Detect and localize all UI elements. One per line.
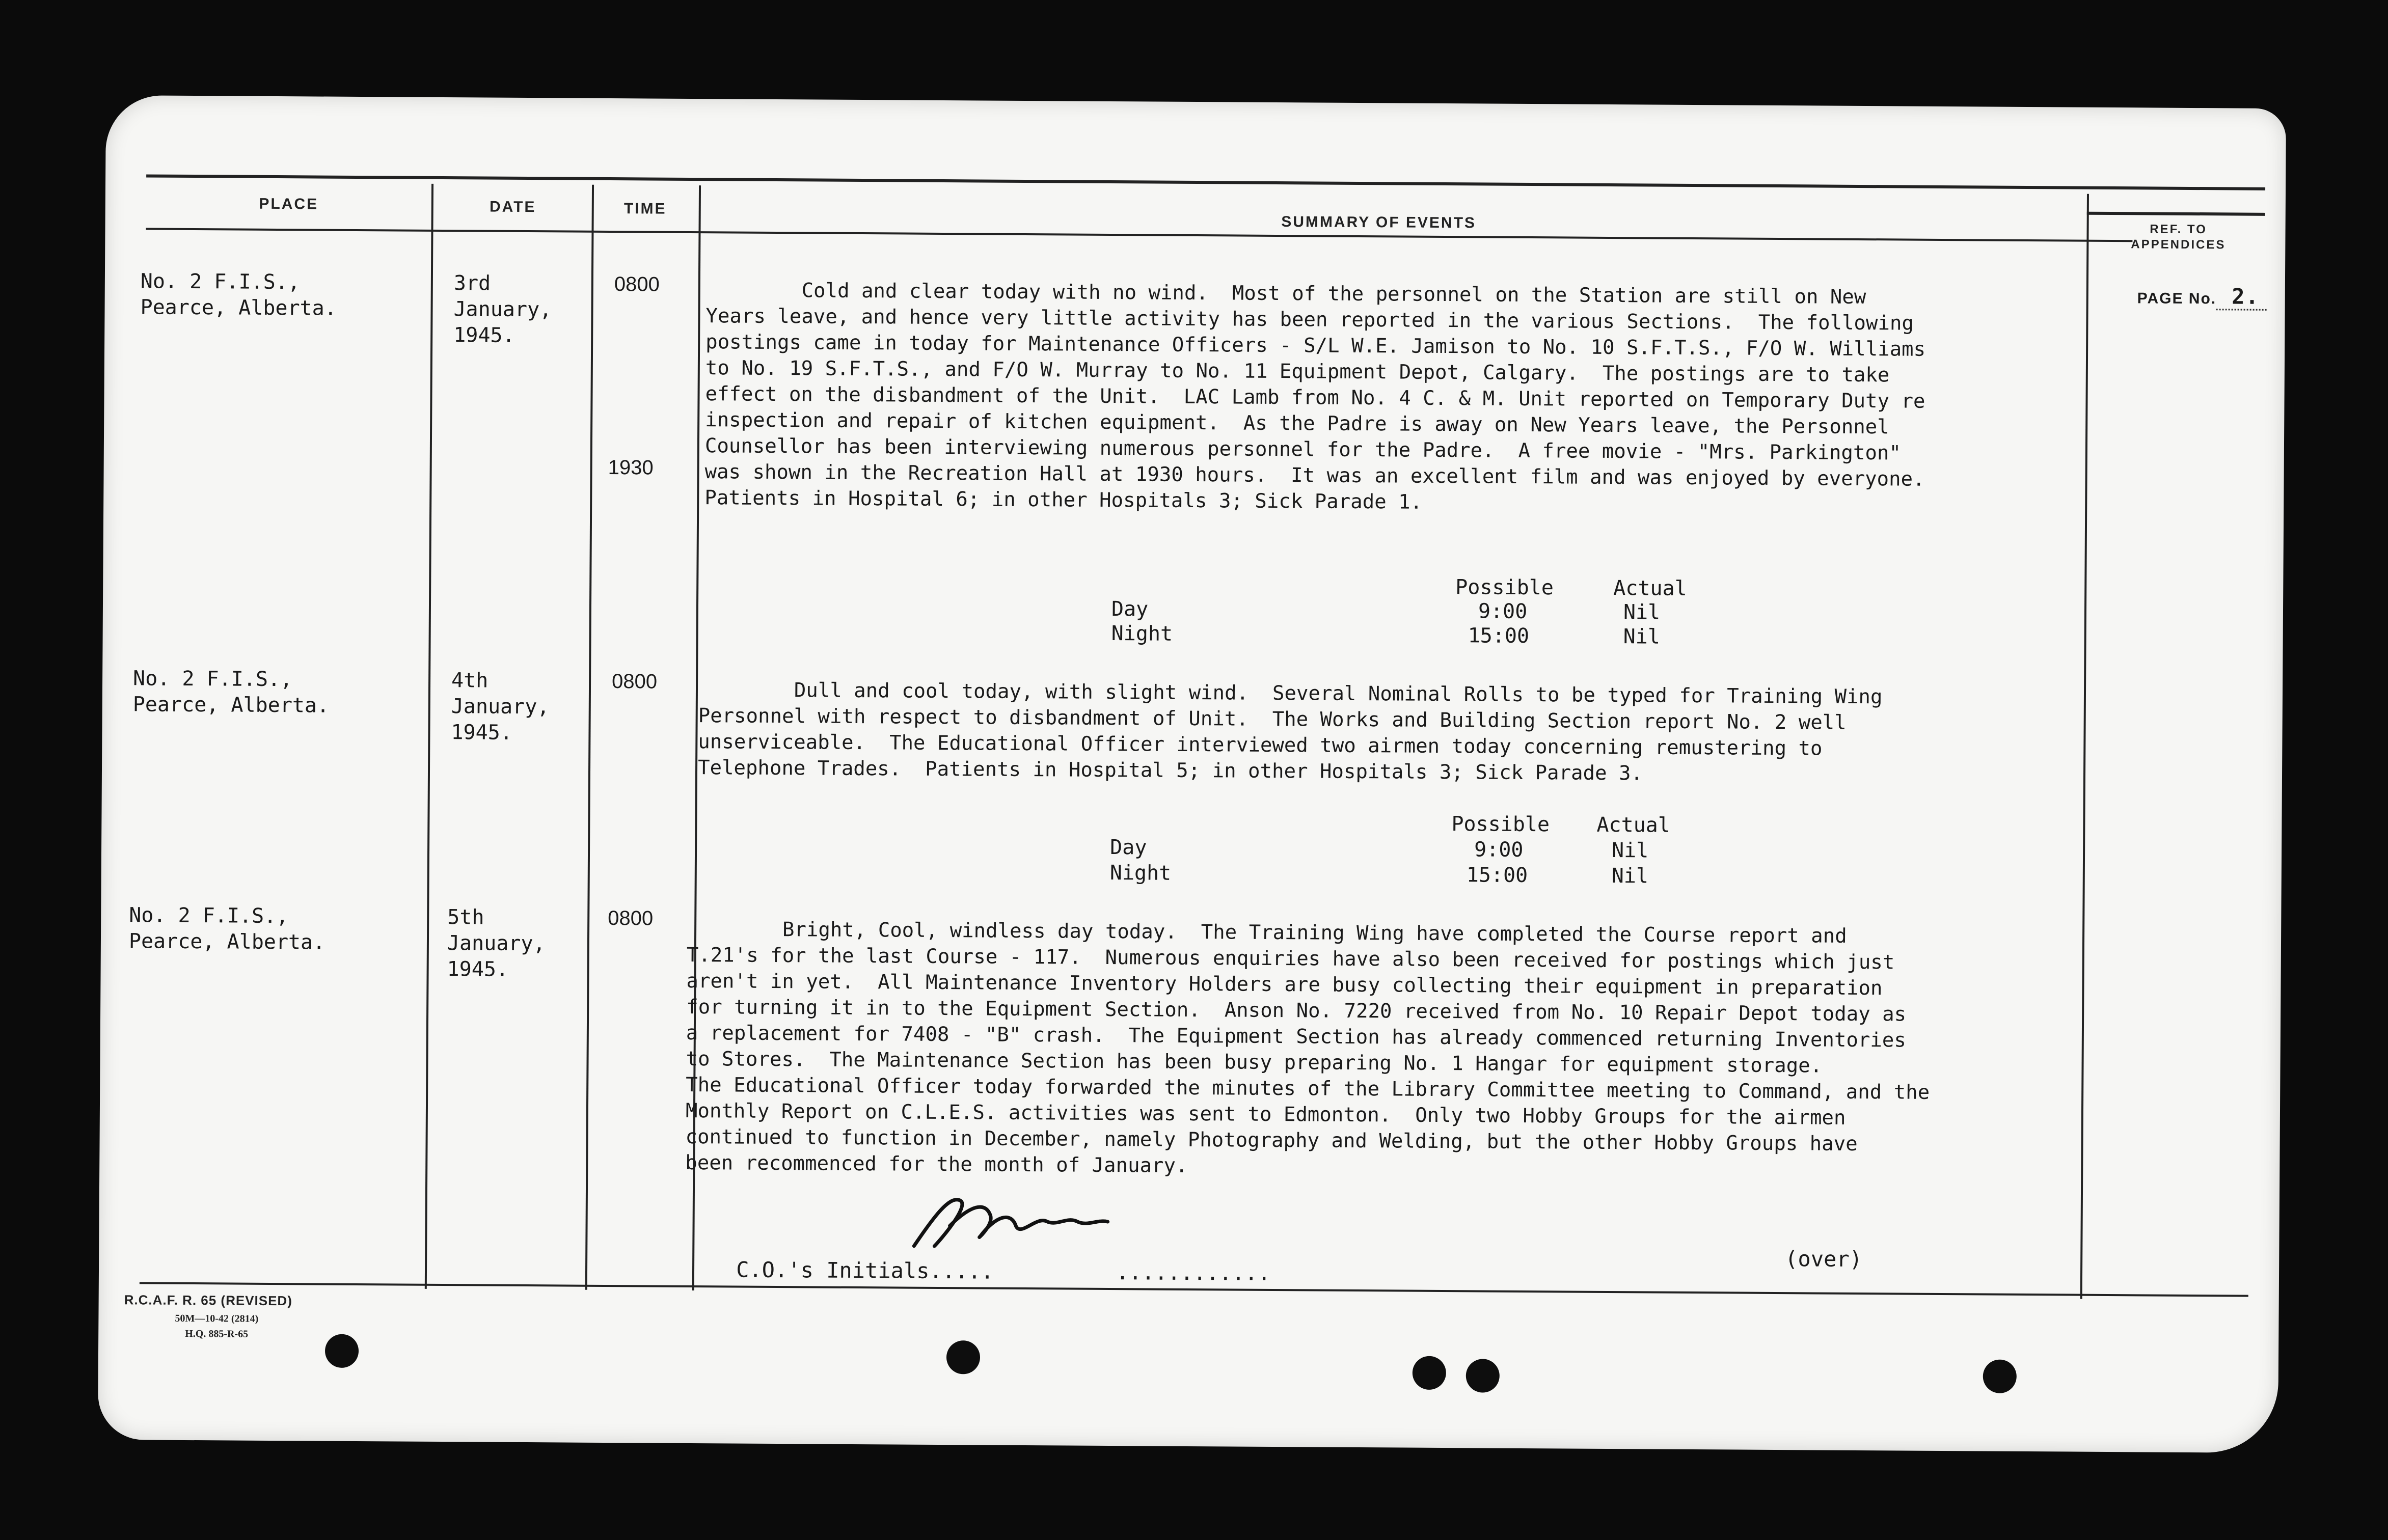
entry-2-night-actual: Nil: [1611, 864, 1649, 888]
form-sheet: [98, 95, 2286, 1453]
punch-hole: [325, 1334, 359, 1368]
entry-3-date: 5th January, 1945.: [447, 905, 546, 981]
entry-2-day-actual: Nil: [1611, 839, 1649, 863]
entry-2-day-possible: 9:00: [1474, 838, 1524, 862]
entry-3-time-1: 0800: [608, 907, 654, 930]
over-note: (over): [1785, 1246, 1863, 1272]
form-number: R.C.A.F. R. 65 (REVISED): [124, 1292, 293, 1309]
time-header: TIME: [623, 200, 667, 217]
entry-2-possible-label: Possible: [1451, 812, 1550, 837]
entry-1-place: No. 2 F.I.S., Pearce, Alberta.: [140, 269, 337, 320]
entry-1-summary: Cold and clear today with no wind. Most of the personnel on the Station are still on New Years leave, and hence very little activity has been reported in the various Sections. The following postings came in today for Maintenance Officers - S/L W.E. Jamison to No. 10 S.F.T.S., F/O W. Williams to No. 19 S.F.T.S., and F/O W. Murray to No. 11 Equipment Depot, Calgary. The postings are to take effect on the disbandment of the Unit. LAC Lamb from No. 4 C. & M. Unit reported on Temporary Duty re inspection and repair of kitchen equipment. As the Padre is away on New Years leave, the Personnel Counsellor has been interviewing numerous personnel for the Padre. A free movie - "Mrs. Parkington" was shown in the Recreation Hall at 1930 hours. It was an excellent film and was enjoyed by everyone. Patients in Hospital 6; in other Hospitals 3; Sick Parade 1.: [704, 279, 1926, 514]
punch-hole: [1466, 1359, 1500, 1392]
entry-2-night-possible: 15:00: [1466, 863, 1528, 888]
page-number-value: 2.: [2216, 284, 2267, 311]
entry-1-actual-label: Actual: [1613, 576, 1687, 600]
entry-2-night-label: Night: [1109, 861, 1172, 885]
header-rule-right: [2087, 212, 2265, 216]
top-rule: [146, 174, 2265, 190]
entry-2-place: No. 2 F.I.S., Pearce, Alberta.: [132, 667, 330, 718]
place-header: PLACE: [259, 195, 319, 213]
summary-header: SUMMARY OF EVENTS: [1281, 213, 1477, 232]
page-number-label: PAGE No.: [2137, 290, 2217, 308]
punch-hole: [946, 1340, 980, 1374]
entry-3-place: No. 2 F.I.S., Pearce, Alberta.: [128, 903, 325, 954]
header-bottom-rule: [146, 228, 2132, 242]
ref-header-2: APPENDICES: [2131, 237, 2226, 252]
page-number: [2137, 283, 2267, 309]
entry-1-time-2: 1930: [608, 456, 654, 479]
entry-2-summary: Dull and cool today, with slight wind. Several Nominal Rolls to be typed for Training Wing Personnel with respect to disbandment of Unit. The Works and Building Section report No. 2 well unserviceable. The Educational Officer interviewed two airmen today concerning remustering to Telephone Trades. Patients in Hospital 5; in other Hospitals 3; Sick Parade 3.: [697, 678, 1883, 785]
entry-1-date: 3rd January, 1945.: [453, 271, 552, 347]
col-rule-4: [2080, 194, 2089, 1299]
co-initials-label: C.O.'s Initials.....: [736, 1257, 994, 1284]
entry-1-time-1: 0800: [614, 273, 660, 296]
entry-1-night-label: Night: [1111, 622, 1173, 646]
entry-1-day-label: Day: [1111, 597, 1149, 621]
ref-header-1: REF. TO: [2150, 222, 2207, 237]
entry-2-time-1: 0800: [611, 670, 658, 693]
entry-2-day-label: Day: [1109, 836, 1147, 860]
signature: [904, 1185, 1118, 1258]
entry-2-actual-label: Actual: [1596, 813, 1671, 837]
entry-1-possible-label: Possible: [1455, 575, 1554, 600]
col-rule-1: [425, 184, 433, 1289]
form-hq-code: H.Q. 885-R-65: [185, 1328, 249, 1340]
form-print-code: 50M—10-42 (2814): [175, 1312, 259, 1325]
date-header: DATE: [489, 198, 536, 216]
punch-hole: [1413, 1356, 1446, 1390]
entry-1-night-possible: 15:00: [1468, 624, 1530, 648]
entry-1-day-possible: 9:00: [1478, 599, 1528, 624]
entry-1-day-actual: Nil: [1623, 600, 1661, 624]
entry-3-summary: Bright, Cool, windless day today. The Training Wing have completed the Course report and T.21's for the last Course - 117. Numerous enquiries have also been received for postings which just aren't in yet. All Maintenance Inventory Holders are busy collecting their equipment in preparation for turning it in to the Equipment Section. Anson No. 7220 received from No. 10 Repair Depot today as a replacement for 7408 - "B" crash. The Equipment Section has already commenced returning Inventories to Stores. The Maintenance Section has been busy preparing No. 1 Hangar for equipment storage. The Educational Officer today forwarded the minutes of the Library Committee meeting to Command, and the Monthly Report on C.L.E.S. activities was sent to Edmonton. Only two Hobby Groups for the airmen continued to function in December, namely Photography and Welding, but the other Hobby Groups have been recommenced for the month of January.: [685, 917, 1930, 1177]
co-initials-dots: ............: [1116, 1259, 1271, 1285]
col-rule-2: [585, 185, 594, 1290]
entry-1-night-actual: Nil: [1623, 625, 1661, 649]
punch-hole: [1983, 1360, 2017, 1393]
entry-2-date: 4th January, 1945.: [451, 669, 550, 745]
